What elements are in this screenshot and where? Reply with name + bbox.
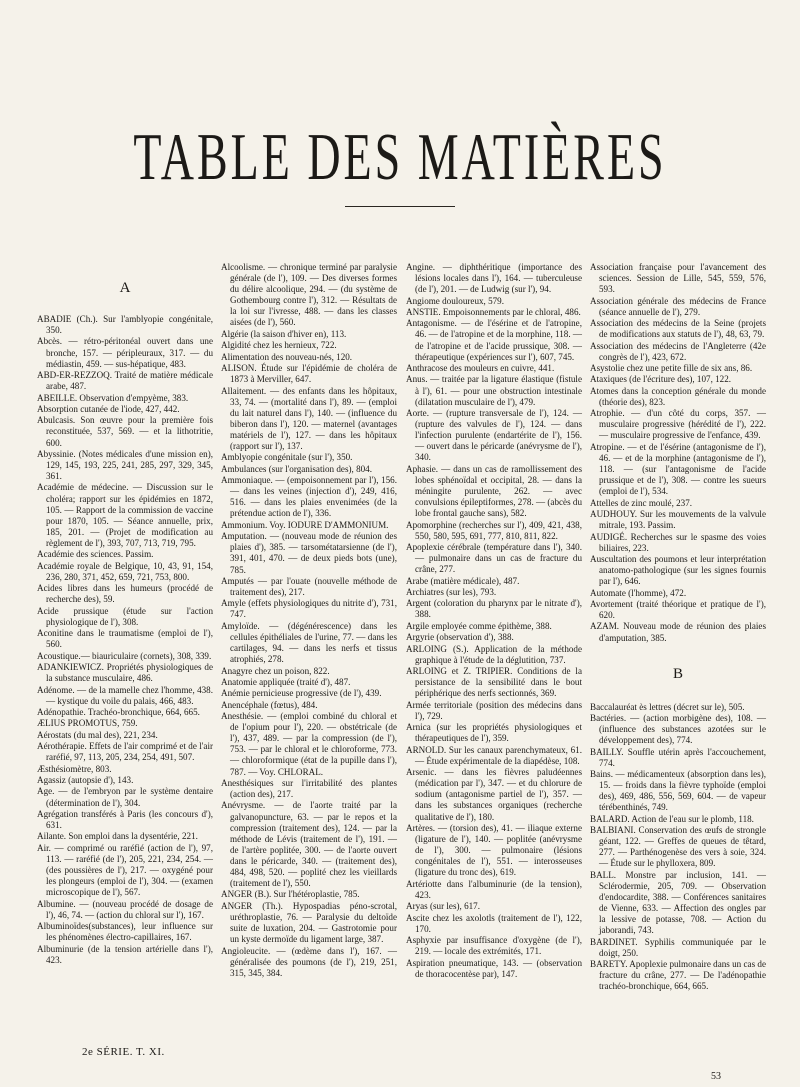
index-entry: Algidité chez les hernieux, 722. xyxy=(221,340,337,351)
index-entry: Aorte. — (rupture transversale de l'), 124. — (rupture des valvules de l'), 124. — dans l'infection purulente (endartérite de l'), 156. — ouvert dans le péricarde (anévrysme de l'), 340. xyxy=(406,408,582,463)
index-entry: Angioleucite. — (œdème dans l'), 167. — généralisée des poumons (de l'), 219, 251, 315, 345, 384. xyxy=(221,945,397,978)
title-rule xyxy=(345,206,455,207)
index-entry: Argile employée comme épithème, 388. xyxy=(406,620,552,631)
index-entry: ANSTIE. Empoisonnements par le chloral, 486. xyxy=(406,306,581,317)
index-entry: Académie de médecine. — Discussion sur le choléra; rapport sur les épidémies en 1872, 105. — Rapport de la commission de vaccine pour 1870, 105. — Séance annuelle, prix, 185, 201. — (Projet de modification au règlement de l'), 393, 707, 713, 719, 795. xyxy=(37,482,213,548)
index-entry: BARETY. Apoplexie pulmonaire dans un cas de fracture du crâne, 277. — De l'adénopathie trachéo-bronchique, 664, 665. xyxy=(590,959,766,992)
index-entry: BALBIANI. Conservation des œufs de strongle géant, 122. — Greffes de queues de têtard, 277. — Parthénogenèse des vers à soie, 324. — Étude sur le phylloxera, 809. xyxy=(590,825,766,869)
page-number: 53 xyxy=(711,1071,721,1082)
index-entry: Asphyxie par insuffisance d'oxygène (de l'), 219. — locale des extrémités, 171. xyxy=(406,935,582,957)
index-entry: Aspiration pneumatique, 143. — (observation de thoracocentèse par), 147. xyxy=(406,957,582,979)
index-entry: AUDHOUY. Sur les mouvements de la valvule mitrale, 193. Passim. xyxy=(590,509,766,531)
index-entry: Amputation. — (nouveau mode de réunion des plaies d'), 385. — tarsométatarsienne (de l'), 391, 401, 470. — de deux pieds bots (une), 785. xyxy=(221,531,397,575)
index-entry: Apoplexie cérébrale (température dans l'), 340. — pulmonaire dans un cas de fracture du crâne, 277. xyxy=(406,542,582,575)
index-entry: Arabe (matière médicale), 487. xyxy=(406,575,520,586)
index-entry: ABADIE (Ch.). Sur l'amblyopie congénitale, 350. xyxy=(37,314,213,336)
index-column-3 xyxy=(406,262,582,980)
index-entry: Aphasie. — dans un cas de ramollissement des lobes sphénoïdal et occipital, 28. — dans la méningite purulente, 262. — avec convulsions épileptiformes, 278. — (abcès du lobe frontal gauche sans), 582. xyxy=(406,463,582,519)
index-entry: Ammoniaque. — (empoisonnement par l'), 156. — dans les veines (injection d'), 249, 416, 516. — dans les plaies envenimées (de la prétendue action de l'), 336. xyxy=(221,475,397,519)
index-entry: Asystolie chez une petite fille de six ans, 86. xyxy=(590,363,753,374)
index-entry: Anus. — traitée par la ligature élastique (fistule à l'), 61. — pour une obstruction intestinale (dilatation musculaire de l'), 479. xyxy=(406,374,582,407)
section-letter: A xyxy=(119,280,131,296)
index-entry: Amputés — par l'ouate (nouvelle méthode de traitement des), 217. xyxy=(221,575,397,597)
index-entry: Association française pour l'avancement des sciences. Session de Lille, 545, 559, 576, 593. xyxy=(590,262,766,295)
series-volume: 2e SÉRIE. T. XI. xyxy=(82,1046,165,1058)
index-entry: ABD-ER-REZZOQ. Traité de matière médicale arabe, 487. xyxy=(37,370,213,392)
index-entry: Alcoolisme. — chronique terminé par paralysie générale (de l'), 109. — Des diverses formes du délire alcoolique, 294. — (du système de Gothembourg contre l'), 312. — Résultats de la loi sur l'ivresse, 488. — dans les classes aisées (de l'), 560. xyxy=(221,262,397,328)
entry-list xyxy=(221,262,397,979)
index-entry: Apomorphine (recherches sur l'), 409, 421, 438, 550, 580, 595, 691, 777, 810, 811, 822. xyxy=(406,519,582,541)
index-entry: Abyssinie. (Notes médicales d'une mission en), 129, 145, 193, 225, 241, 285, 297, 329, 345, 361. xyxy=(37,448,213,482)
index-entry: Ailante. Son emploi dans la dysentérie, 221. xyxy=(37,831,198,842)
index-entry: BALL. Monstre par inclusion, 141. — Sclérodermie, 205, 709. — Observation d'endocardite, 388. — Conférences sanitaires de Vienne, 633. — Affection des ongles par la lessive de potasse, 708. — Action du jaborandi, 743. xyxy=(590,869,766,936)
entry-list xyxy=(590,262,766,644)
index-entry: Atropine. — et de l'ésérine (antagonisme de l'), 46. — et de la morphine (antagonisme de l'), 118. — (sur l'antagonisme de l'acide prussique et de l'), 308. — contre les sueurs (emploi de l'), 534. xyxy=(590,441,766,497)
index-entry: Aérostats (du mal des), 221, 234. xyxy=(37,729,158,740)
index-entry: Anatomie appliquée (traité d'), 487. xyxy=(221,676,351,687)
index-entry: Auscultation des poumons et leur interprétation anatomo-pathologique (sur les signes fournis par l'), 646. xyxy=(590,554,766,587)
index-entry: Alimentation des nouveau-nés, 120. xyxy=(221,351,353,362)
index-entry: Amyloïde. — (dégénérescence) dans les cellules épithéliales de l'urine, 77. — dans les cartilages, 94. — dans les nerfs et tissus atrophiés, 278. xyxy=(221,620,397,665)
index-entry: Algérie (la saison d'hiver en), 113. xyxy=(221,328,347,339)
index-entry: Anémie pernicieuse progressive (de l'), 439. xyxy=(221,688,382,699)
index-entry: Adénopathie. Trachéo-bronchique, 664, 665. xyxy=(37,707,200,718)
index-column-4 xyxy=(590,262,766,993)
index-entry: ANGER (Th.). Hypospadias péno-scrotal, uréthroplastie, 76. — Paralysie du deltoïde suite de luxation, 204. — Gastrotomie pour un kyste dermoïde du ligament large, 387. xyxy=(221,900,397,945)
index-entry: Amblyopie congénitale (sur l'), 350. xyxy=(221,452,353,463)
index-column-1 xyxy=(37,262,213,966)
index-entry: ABEILLE. Observation d'empyème, 383. xyxy=(37,392,189,403)
index-entry: ARLOING et Z. TRIPIER. Conditions de la persistance de la sensibilité dans le bout périphérique des nerfs sectionnés, 369. xyxy=(406,666,582,699)
index-entry: Académie royale de Belgique, 10, 43, 91, 154, 236, 280, 371, 452, 659, 721, 753, 800. xyxy=(37,560,213,582)
index-entry: Agrégation transférés à Paris (les concours d'), 631. xyxy=(37,808,213,831)
index-entry: Atomes dans la conception générale du monde (théorie des), 823. xyxy=(590,385,766,407)
index-entry: Acoustique.— biauriculaire (cornets), 308, 339. xyxy=(37,650,212,661)
index-entry: Bains. — médicamenteux (absorption dans les), 15. — froids dans la fièvre typhoïde (emploi des), 469, 486, 556, 569, 604. — de vapeur térébenthinés, 749. xyxy=(590,769,766,813)
index-entry: Aconitine dans le traumatisme (emploi de l'), 560. xyxy=(37,628,213,650)
index-entry: Arsenic. — dans les fièvres paludéennes (médication par l'), 347. — et du chlorure de sodium (antagonisme partiel de l'), 357. — dans les substances organiques (recherche qualitative de l'), 180. xyxy=(406,767,582,822)
index-entry: Abulcasis. Son œuvre pour la première fois reconstituée, 537, 569. — et la lithotritie, 600. xyxy=(37,415,213,448)
index-entry: ANGER (B.). Sur l'hétéroplastie, 785. xyxy=(221,889,360,900)
index-entry: BAILLY. Souffle utérin après l'accouchement, 774. xyxy=(590,746,766,768)
page-title: TABLE DES MATIÈRES xyxy=(133,119,667,194)
entry-list xyxy=(590,702,766,993)
index-entry: Æsthésiomètre, 803. xyxy=(37,763,112,774)
index-entry: Adénome. — de la mamelle chez l'homme, 438. — kystique du voile du palais, 466, 483. xyxy=(37,684,213,706)
index-entry: Ataxiques (de l'écriture des), 107, 122. xyxy=(590,374,732,385)
index-entry: Archiatres (sur les), 793. xyxy=(406,586,497,597)
index-entry: Ascite chez les axolotls (traitement de l'), 122, 170. xyxy=(406,912,582,934)
index-entry: BALARD. Action de l'eau sur le plomb, 118. xyxy=(590,813,754,824)
entry-list xyxy=(37,314,213,966)
index-entry: Anévrysme. — de l'aorte traité par la galvanopuncture, 63. — par le repos et la compression (traitement des), 124. — par la méthode de Lévis (traitement de l'), 191. — de l'artère poplitée, 300. — de l'aorte ouvert dans le péricarde, 340. — (traitement des), 484, 498, 520. — poplité chez les vieillards (traitement de l'), 550. xyxy=(221,800,397,889)
index-entry: Baccalauréat ès lettres (décret sur le), 505. xyxy=(590,701,745,712)
index-entry: Arnica (sur les propriétés physiologiques et thérapeutiques de l'), 359. xyxy=(406,722,582,744)
index-entry: Allaitement. — des enfants dans les hôpitaux, 33, 74. — (mortalité dans l'), 89. — (emploi du lait naturel dans l'), 140. — (influence du biberon dans l'), 120. — maternel (avantages matériels de l'), 127. — dans les hôpitaux (rapport sur l'), 137. xyxy=(221,385,397,451)
index-entry: Aryas (sur les), 617. xyxy=(406,901,480,912)
index-entry: Anesthésiques sur l'irritabilité des plantes (action des), 217. xyxy=(221,777,397,800)
index-entry: AUDIGÉ. Recherches sur le spasme des voies biliaires, 223. xyxy=(590,531,766,553)
index-entry: Anthracose des mouleurs en cuivre, 441. xyxy=(406,363,555,374)
index-entry: BARDINET. Syphilis communiquée par le doigt, 250. xyxy=(590,936,766,958)
index-entry: Anesthésie. — (emploi combiné du chloral et de l'opium pour l'), 220. — obstétricale (de l'), 437, 489. — par la compression (de l'), 753. — par le chloral et le chloroforme, 773. — chloroformique (état de la pupille dans l'), 787. — Voy. CHLORAL. xyxy=(221,711,397,777)
index-entry: ARNOLD. Sur les canaux parenchymateux, 61. — Étude expérimentale de la diapédèse, 108. xyxy=(406,744,582,766)
index-entry: Age. — de l'embryon par le système dentaire (détermination de l'), 304. xyxy=(37,786,213,808)
index-entry: Attelles de zinc moulé, 237. xyxy=(590,497,693,508)
index-entry: Agassiz (autopsie d'), 143. xyxy=(37,775,134,786)
index-entry: Albuminoïdes(substances), leur influence sur les phénomènes électro-capillaires, 167. xyxy=(37,921,213,943)
index-entry: Antagonisme. — de l'ésérine et de l'atropine, 46. — de l'atropine et de la morphine, 118. — de l'atropine et de l'acide prussique, 308. — thérapeutique (expériences sur l'), 607, 745. xyxy=(406,318,582,362)
index-entry: Bactéries. — (action morbigène des), 108. — (influence des substances azotées sur le développement des), 774. xyxy=(590,713,766,746)
index-entry: Artères. — (torsion des), 41. — iliaque externe (ligature de l'), 140. — poplitée (anévrysme de l'), 300. — pulmonaire (lésions congénitales de l'), 551. — interosseuses (ligature du tronc des), 619. xyxy=(406,822,582,878)
index-entry: ÆLIUS PROMOTUS, 759. xyxy=(37,718,138,729)
index-entry: Albumine. — (nouveau procédé de dosage de l'), 46, 74. — (action du chloral sur l'), 167. xyxy=(37,898,213,920)
index-entry: Anagyre chez un poison, 822. xyxy=(221,665,330,676)
index-entry: ADANKIEWICZ. Propriétés physiologiques de la substance musculaire, 486. xyxy=(37,662,213,684)
index-entry: Angine. — diphthéritique (importance des lésions locales dans l'), 164. — tuberculeuse (de l'), 201. — de Ludwig (sur l'), 94. xyxy=(406,262,582,295)
index-entry: Argent (coloration du pharynx par le nitrate d'), 388. xyxy=(406,598,582,620)
index-entry: Aérothérapie. Effets de l'air comprimé et de l'air raréfié, 97, 113, 205, 234, 254, 491, 507. xyxy=(37,741,213,763)
index-entry: Absorption cutanée de l'iode, 427, 442. xyxy=(37,403,180,414)
index-entry: Acide prussique (étude sur l'action physiologique de l'), 308. xyxy=(37,605,213,627)
entry-list xyxy=(406,262,582,980)
index-entry: Académie des sciences. Passim. xyxy=(37,549,154,560)
index-entry: Association des médecins de l'Angleterre (42e congrès de l'), 423, 672. xyxy=(590,340,766,362)
index-entry: Avortement (traité théorique et pratique de l'), 620. xyxy=(590,598,766,621)
section-letter: B xyxy=(672,665,683,682)
index-entry: Argyrie (observation d'), 388. xyxy=(406,632,514,643)
index-entry: Ambulances (sur l'organisation des), 804. xyxy=(221,463,372,474)
index-entry: Association générale des médecins de France (séance annuelle de l'), 279. xyxy=(590,295,766,317)
index-entry: Abcès. — rétro-péritonéal ouvert dans une bronche, 157. — péripleuraux, 317. — du médiastin, 459. — sus-hépatique, 483. xyxy=(37,336,213,369)
index-column-2 xyxy=(221,262,397,979)
index-entry: Artériotte dans l'albuminurie (de la tension), 423. xyxy=(406,878,582,900)
index-entry: ALISON. Étude sur l'épidémie de choléra de 1873 à Merviller, 647. xyxy=(221,363,397,385)
index-entry: Albuminurie (de la tension artérielle dans l'), 423. xyxy=(37,943,213,965)
index-entry: Air. — comprimé ou raréfié (action de l'), 97, 113. — raréfié (de l'), 205, 221, 234, 254. — (des poussières de l'), 217. — oxygéné pour les plongeurs (emploi de l'), 304. — (examen microscopique de l'), 567. xyxy=(37,842,213,898)
index-entry: Automate (l'homme), 472. xyxy=(590,587,687,598)
index-entry: Amyle (effets physiologiques du nitrite d'), 731, 747. xyxy=(221,598,397,620)
index-entry: Angiome douloureux, 579. xyxy=(406,295,504,306)
index-entry: Atrophie. — d'un côté du corps, 357. — musculaire progressive (hérédité de l'), 222. — musculaire progressive de l'enfance, 439. xyxy=(590,408,766,441)
index-entry: Armée territoriale (position des médecins dans l'), 729. xyxy=(406,699,582,721)
index-entry: Acides libres dans les humeurs (procédé de recherche des), 59. xyxy=(37,583,213,605)
index-entry: Ammonium. Voy. IODURE D'AMMONIUM. xyxy=(221,519,389,530)
index-entry: AZAM. Nouveau mode de réunion des plaies d'amputation, 385. xyxy=(590,621,766,643)
index-entry: Anencéphale (fœtus), 484. xyxy=(221,699,318,710)
index-entry: ARLOING (S.). Application de la méthode graphique à l'étude de la déglutition, 737. xyxy=(406,643,582,665)
index-entry: Association des médecins de la Seine (projets de modifications aux statuts de l'), 48, 63, 79. xyxy=(590,318,766,340)
